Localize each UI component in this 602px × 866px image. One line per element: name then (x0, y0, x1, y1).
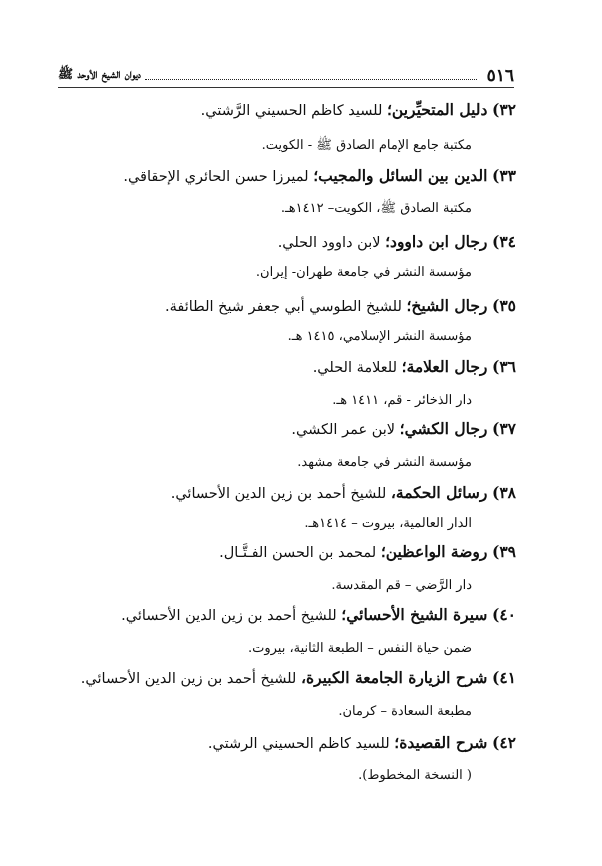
entry-author: للشيخ أحمد بن زين الدين الأحسائي. (170, 486, 387, 502)
entry-author: للشيخ أحمد بن زين الدين الأحسائي. (80, 671, 297, 687)
running-header (58, 60, 514, 86)
entry-number: ٣٤) (492, 232, 516, 251)
entry-number: ٣٨) (492, 483, 516, 502)
entry-publisher: ضمن حياة النفس – الطبعة الثانية، بيروت. (247, 641, 472, 656)
bibliography-entry (219, 542, 516, 561)
bibliography-entry (313, 357, 516, 376)
bibliography-entry (208, 733, 516, 752)
entry-title: الدين بين السائل والمجيب؛ (313, 166, 488, 185)
book-title: ديوان الشيخ الأوحد ﷺ (58, 66, 141, 81)
entry-author: للعلامة الحلي. (312, 360, 398, 376)
entry-title: رجال ابن داوود؛ (385, 232, 488, 251)
bibliography-entry (165, 296, 516, 315)
entry-publisher: الدار العالمية، بيروت – ١٤١٤هـ. (304, 516, 472, 531)
entry-title: روضة الواعظين؛ (380, 542, 488, 561)
page-number: ٥١٦ (486, 66, 514, 86)
entry-number: ٣٧) (492, 419, 516, 438)
bibliography-entry (121, 605, 516, 624)
entry-number: ٣٩) (492, 542, 516, 561)
entry-number: ٣٦) (492, 357, 516, 376)
entry-author: لابن داوود الحلي. (277, 235, 381, 251)
entry-publisher: دار الرَّضي – قم المقدسة. (331, 578, 472, 593)
entry-author: لمحمد بن الحسن الفـتَّـال. (219, 545, 377, 561)
bibliography-entry (291, 419, 516, 438)
entry-number: ٣٥) (492, 296, 516, 315)
bibliography-entry (278, 232, 516, 251)
entry-author: للشيخ أحمد بن زين الدين الأحسائي. (121, 608, 337, 624)
entry-number: ٤٢) (492, 733, 516, 752)
entry-title: رجال العلامة؛ (401, 357, 488, 376)
entry-publisher: دار الذخائر - قم، ١٤١١ هـ. (332, 393, 472, 408)
bibliography-entry (81, 668, 516, 687)
header-rule (58, 87, 514, 88)
entry-title: رسائل الحكمة، (390, 483, 488, 502)
entry-author: لميرزا حسن الحائري الإحقاقي. (123, 169, 309, 185)
bibliography-entry (171, 483, 516, 502)
entry-title: شرح القصيدة؛ (394, 733, 488, 752)
entry-title: دليل المتحيِّرين؛ (387, 100, 488, 119)
entry-publisher: مؤسسة النشر في جامعة مشهد. (297, 455, 472, 470)
entry-publisher: مطبعة السعادة – كرمان. (338, 704, 472, 719)
bibliography-entry (123, 166, 516, 185)
header-dot-leader (145, 79, 477, 80)
entry-number: ٤١) (492, 668, 516, 687)
entry-publisher: مكتبة الصادق ﷺ، الكويت– ١٤١٢هـ. (280, 201, 472, 216)
entry-number: ٤٠) (492, 605, 516, 624)
entry-number: ٣٣) (492, 166, 516, 185)
entry-author: للسيد كاظم الحسيني الرشتي. (207, 736, 390, 752)
entry-author: للشيخ الطوسي أبي جعفر شيخ الطائفة. (165, 299, 402, 315)
entry-author: لابن عمر الكشي. (291, 422, 396, 438)
entry-title: سيرة الشيخ الأحسائي؛ (341, 605, 488, 624)
entry-title: شرح الزيارة الجامعة الكبيرة، (300, 668, 488, 687)
entry-title: رجال الكشي؛ (399, 419, 488, 438)
entry-publisher: مكتبة جامع الإمام الصادق ﷺ - الكويت. (261, 138, 472, 153)
entry-title: رجال الشيخ؛ (406, 296, 488, 315)
entry-number: ٣٢) (492, 100, 516, 119)
entry-publisher: مؤسسة النشر الإسلامي، ١٤١٥ هـ. (287, 329, 472, 344)
bibliography-entry (201, 100, 516, 119)
entry-author: للسيد كاظم الحسيني الرَّشتي. (200, 103, 383, 119)
entry-publisher: مؤسسة النشر في جامعة طهران- إيران. (255, 265, 472, 280)
entry-publisher: ( النسخة المخطوط). (358, 768, 472, 783)
